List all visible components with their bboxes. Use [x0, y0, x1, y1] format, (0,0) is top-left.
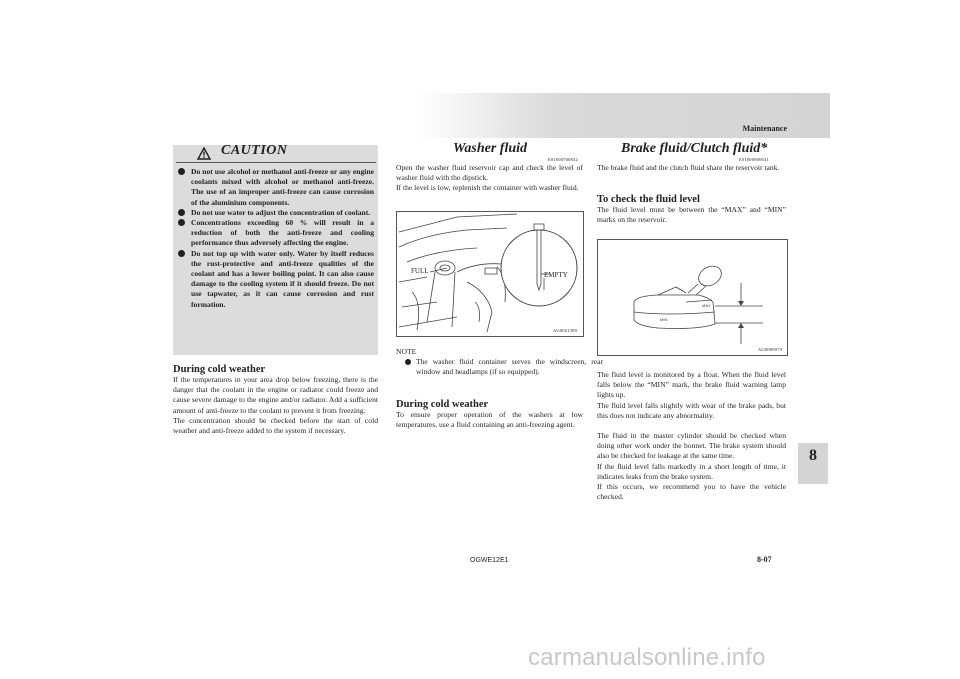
bullet-icon: [405, 359, 411, 365]
bullet-icon: [178, 209, 185, 216]
cold-weather-section: [396, 399, 583, 430]
caution-item: Concentrations exceeding 60 % will result in a reduction of both the anti-freeze and cooling performance thus adversely affecting the engine.: [178, 218, 374, 249]
bullet-icon: [178, 168, 185, 175]
cold-weather-section: [173, 364, 378, 436]
paragraph: The fluid level must be between the “MAX” and “MIN” marks on the reservoir.: [597, 205, 786, 225]
brake-title: Brake fluid/Clutch fluid*: [621, 141, 768, 156]
reference-code: E01000800631: [739, 157, 769, 162]
chapter-number: 8: [809, 447, 817, 464]
empty-mark-label: EMPTY: [544, 271, 568, 279]
min-mark: MIN: [660, 317, 668, 322]
caution-item: Do not top up with water only. Water by itself reduces the rust-protective and anti-freeze qualities of the coolant and has a lower boiling point. It can also cause damage to the cooling system if it should freeze. Do not use tapwater, as it can cause corrosion and rust formation.: [178, 249, 374, 310]
caution-item: Do not use alcohol or methanol anti-freeze or any engine coolants mixed with alcohol or methanol anti-freeze. The use of an improper anti-freeze can cause corrosion of the aluminium components.: [178, 167, 374, 208]
brake-body-text: The fluid level is monitored by a float. When the fluid level falls below the “MIN” mark, the brake fluid warning lamp lights up. The fluid level falls slightly with wear of the brake pads, but this does not indicate any abnormality. The fluid in the master cylinder should be checked when doing other work under the bonnet. The brake system should also be checked for leakage at the same time. If the fluid level falls markedly in a short length of time, it indicates leaks from the brake system. If this occurs, we recommend you to have the vehicle checked.: [597, 370, 786, 502]
watermark[interactable]: carmanualsonline.info: [528, 644, 766, 671]
figure-code: AG0009078: [758, 347, 783, 352]
caution-divider: [176, 162, 376, 163]
brake-reservoir-illustration: [598, 240, 787, 355]
fluid-level-section: [597, 194, 786, 225]
washer-text: Open the washer fluid reservoir cap and check the level of washer fluid with the dipstick. If the level is low, replenish the container with washer fluid.: [396, 163, 583, 193]
section-heading: During cold weather: [173, 364, 266, 375]
washer-title: Washer fluid: [453, 141, 528, 156]
max-mark: MAX: [702, 303, 711, 308]
brake-intro: The brake fluid and the clutch fluid share the reservoir tank.: [597, 163, 780, 172]
warning-triangle-icon: [197, 147, 211, 160]
full-mark-label: FULL: [411, 267, 429, 275]
reference-code: E01600700832: [548, 157, 578, 162]
bullet-icon: [178, 219, 185, 226]
caution-item: Do not use water to adjust the concentration of coolant.: [178, 208, 374, 218]
section-label: Maintenance: [742, 124, 787, 133]
page-number: 8-07: [757, 555, 772, 564]
brake-figure: [597, 239, 788, 356]
section-heading: During cold weather: [396, 399, 489, 410]
paragraph: To ensure proper operation of the washers at low temperatures, use a fluid containing an anti-freezing agent.: [396, 410, 583, 430]
paragraph: The concentration should be checked before the start of cold weather and anti-freeze added to the system if necessary.: [173, 415, 378, 436]
section-heading: To check the fluid level: [597, 194, 700, 205]
caution-list: [178, 167, 374, 310]
note-label: NOTE: [396, 347, 417, 356]
document-code: OGWE12E1: [470, 557, 509, 564]
bullet-icon: [178, 250, 185, 257]
washer-figure: [396, 211, 584, 337]
paragraph: If the temperatures in your area drop below freezing, there is the danger that the coolant in the engine or radiator could freeze and cause severe damage to the engine and/or radiator. Add a sufficient amount of anti-freeze to the coolant to prevent it from freezing.: [173, 375, 378, 415]
note-item: The washer fluid container serves the windscreen, rear window and headlamps (if so equipped).: [396, 357, 603, 377]
caution-title: CAUTION: [221, 143, 288, 158]
figure-code: AG0021399: [553, 328, 578, 333]
